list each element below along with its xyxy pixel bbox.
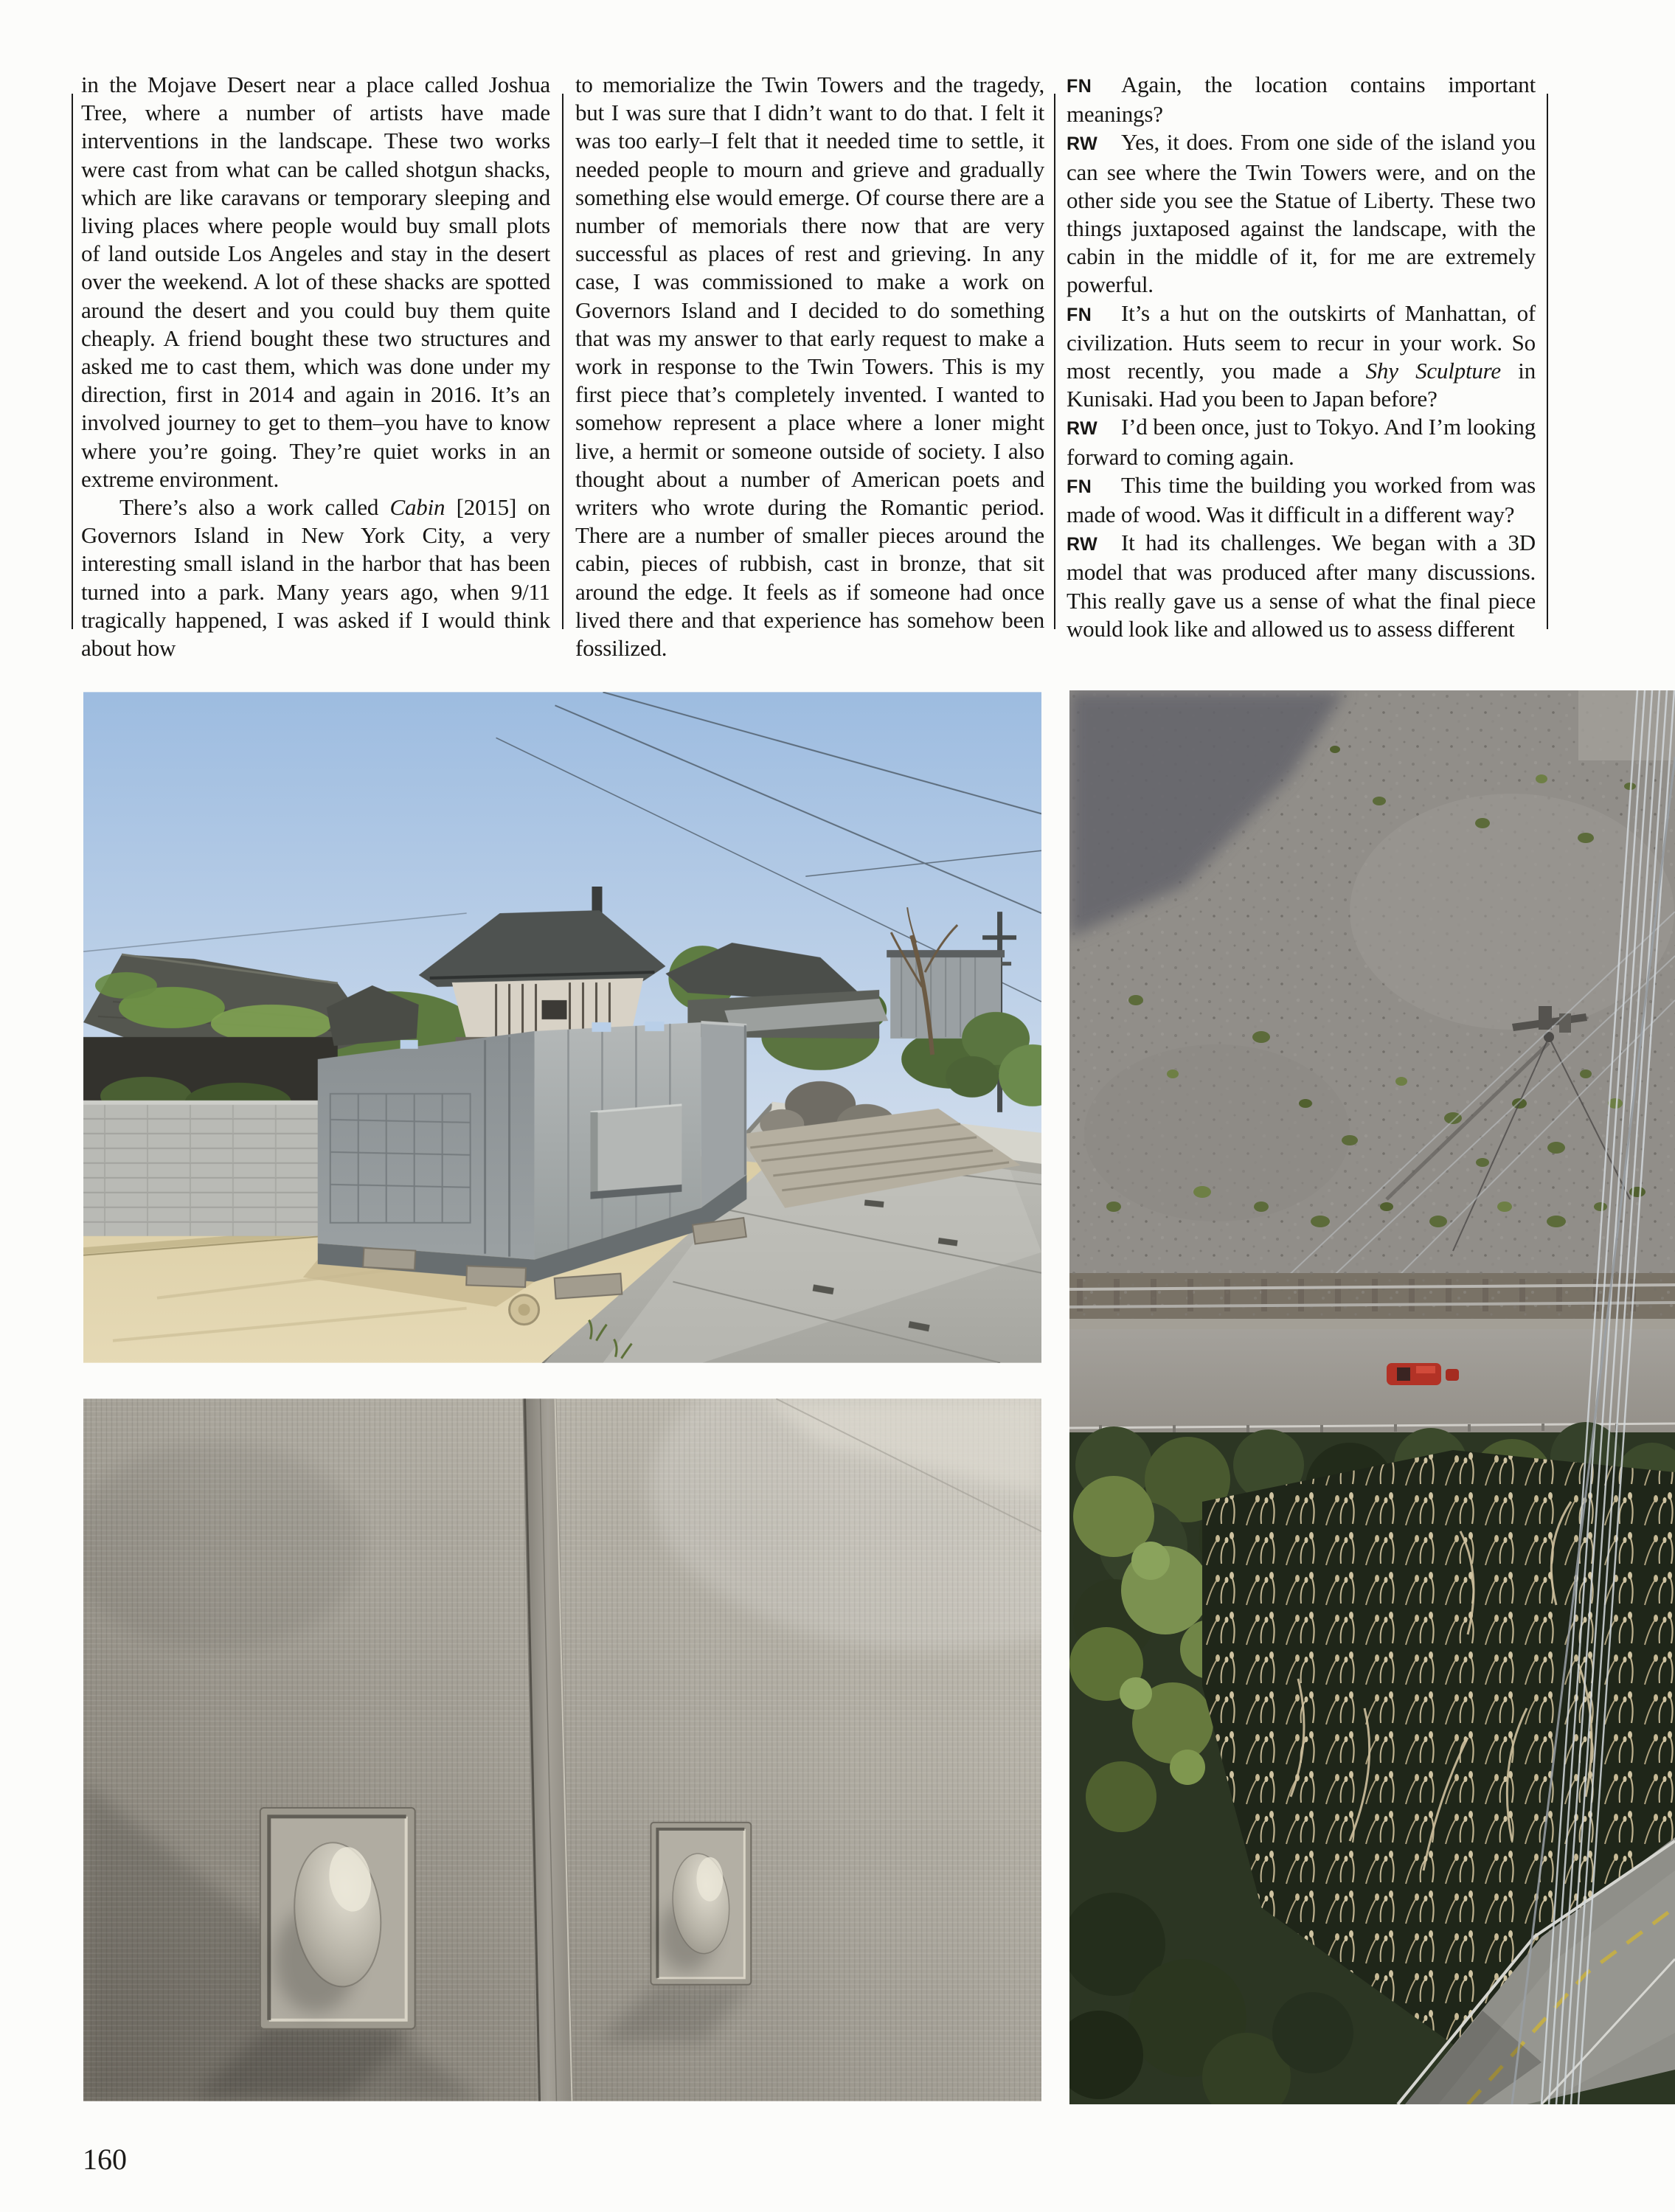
text-run: Again, the location contains important meanings? <box>1067 72 1536 128</box>
italic-text: Shy Sculpture <box>1365 358 1501 384</box>
dialog-paragraph <box>1067 71 1536 128</box>
dialog-paragraph <box>1067 413 1536 471</box>
body-paragraph <box>81 71 550 493</box>
text-column-2 <box>575 71 1044 662</box>
photo-concrete-detail <box>83 1398 1041 2101</box>
text-run: This time the building you worked from was made of wood. Was it difficult in a different way? <box>1067 471 1536 528</box>
photo-cabin-village <box>83 692 1041 1363</box>
text-column-3 <box>1067 71 1536 643</box>
column-rule-mid-1 <box>562 94 563 629</box>
speaker-label: RW <box>1067 534 1098 555</box>
dialog-paragraph <box>1067 471 1536 529</box>
italic-text: Cabin <box>389 494 445 521</box>
page-number: 160 <box>83 2143 127 2176</box>
column-rule-right <box>1547 94 1548 629</box>
text-run: to memorialize the Twin Towers and the tragedy, but I was sure that I didn’t want to do that. I felt it was too early–I felt that it needed time to settle, it needed people to mourn and grieve and gradually something else would emerge. Of course there are a number of memorials there now that are very successful as places of rest and grieving. In any case, I was commissioned to make a work on Governors Island and I decided to do something that was my answer to that early request to make a work in response to the Twin Towers. This is my first piece that’s completely invented. I wanted to somehow represent a place where a loner might live, a hermit or someone outside of society. I also thought about a number of American poets and writers who wrote during the Romantic period. There are a number of smaller pieces around the cabin, pieces of rubbish, cast in bronze, that sit around the edge. It feels as if someone had once lived there and that experience has somehow been fossilized. <box>575 72 1044 662</box>
column-rule-mid-2 <box>1054 94 1055 629</box>
text-run: in Kunisaki. Had you been to Japan before? <box>1067 358 1536 412</box>
column-rule-left <box>72 94 73 629</box>
text-column-1 <box>81 71 550 662</box>
text-run: It’s a hut on the outskirts of Manhattan, of civilization. Huts seem to recur in your work. So most recently, you made a <box>1067 299 1536 384</box>
gravel-field <box>1069 690 1675 1280</box>
rail-line <box>1069 1273 1675 1319</box>
dialog-paragraph <box>1067 299 1536 414</box>
text-run: in the Mojave Desert near a place called Joshua Tree, where a number of artists have made interventions in the landscape. These two works were cast from what can be called shotgun shacks, which are like caravans or temporary sleeping and living places where people would buy small plots of land outside Los Angeles and stay in the desert over the weekend. A lot of these shacks are spotted around the desert and you could buy them quite cheaply. A friend bought these two structures and asked me to cast them, which was done under my direction, first in 2014 and again in 2016. It’s an involved journey to get to them–you have to know where you’re going. They’re quiet works in an extreme environment. <box>81 72 550 492</box>
speaker-label: FN <box>1067 476 1092 497</box>
text-run: I’d been once, just to Tokyo. And I’m looking forward to coming again. <box>1067 414 1536 470</box>
text-run: There’s also a work called <box>119 494 390 521</box>
body-paragraph <box>575 71 1044 662</box>
speaker-label: RW <box>1067 134 1098 155</box>
photo-aerial-road <box>1069 690 1675 2104</box>
text-run: It had its challenges. We began with a 3D model that was produced after many discussions. This really gave us a sense of what the final piece would look like and allowed us to assess different <box>1067 530 1536 642</box>
body-paragraph <box>81 493 550 662</box>
road-strip <box>1069 1319 1675 1432</box>
text-run: Yes, it does. From one side of the island you can see where the Twin Towers were, and on the other side you see the Statue of Liberty. These two things juxtaposed against the landscape, with the cabin in the middle of it, for me are extremely powerful. <box>1067 129 1536 298</box>
speaker-label: FN <box>1067 76 1092 97</box>
speaker-label: FN <box>1067 304 1092 325</box>
text-run: [2015] on Governors Island in New York City, a very interesting small island in the harbor that has been turned into a park. Many years ago, when 9/11 tragically happened, I was asked if I would think about how <box>81 494 550 662</box>
speaker-label: RW <box>1067 418 1098 440</box>
dialog-paragraph <box>1067 128 1536 299</box>
dialog-paragraph <box>1067 529 1536 643</box>
